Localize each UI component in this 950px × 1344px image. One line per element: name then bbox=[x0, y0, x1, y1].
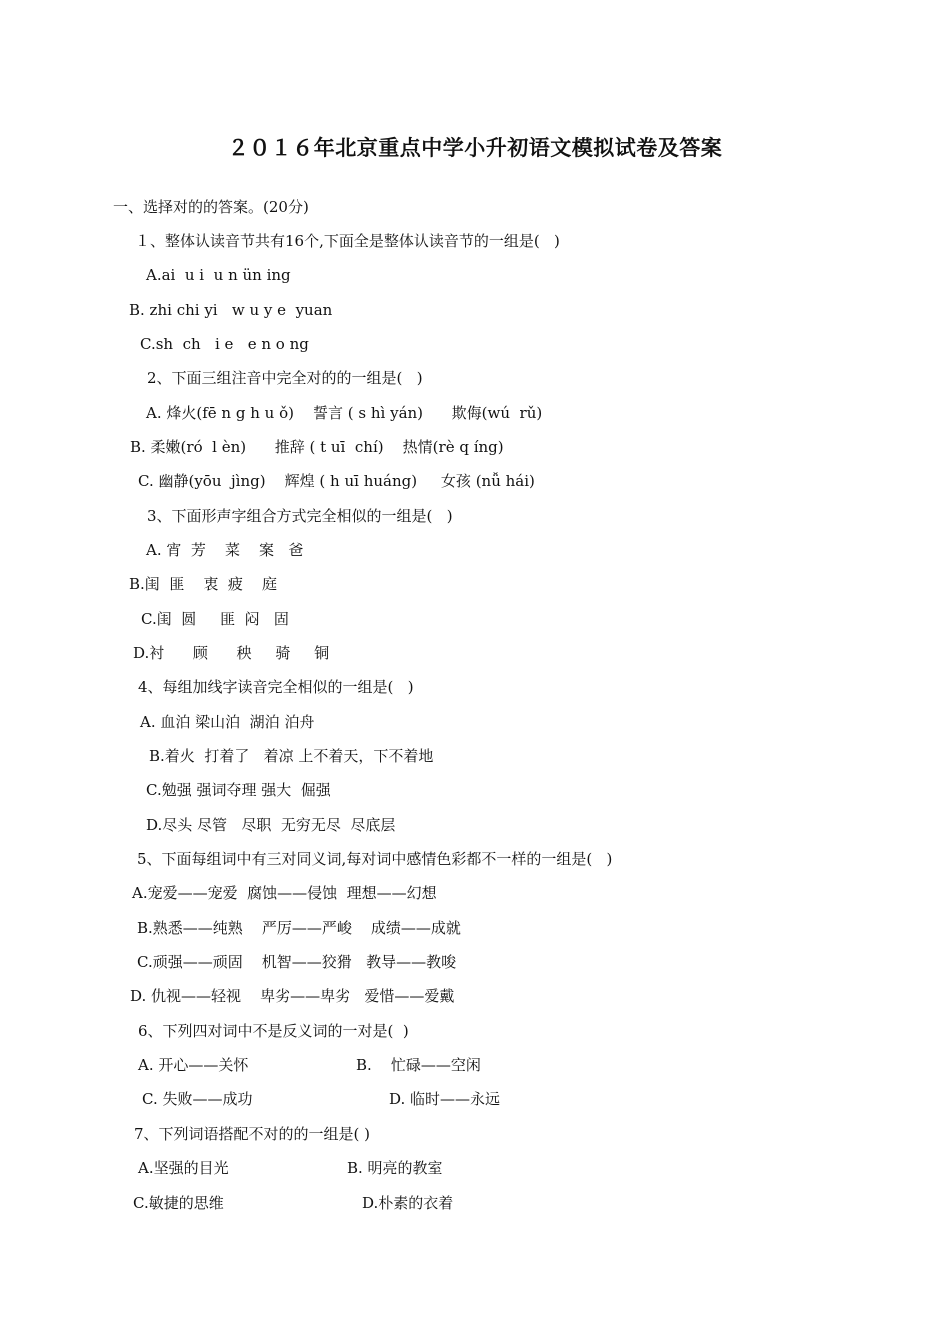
question-4-option-a: A. 血泊 梁山泊 湖泊 泊舟 bbox=[140, 713, 315, 731]
question-5-stem: 5、下面每组词中有三对同义词,每对词中感情色彩都不一样的一组是( ) bbox=[137, 850, 613, 868]
question-7-option-a: A.坚强的目光 bbox=[138, 1159, 229, 1177]
question-3-option-b: B.闺 匪 衷 疲 庭 bbox=[129, 575, 278, 593]
page-title: ２０１６年北京重点中学小升初语文模拟试卷及答案 bbox=[227, 136, 723, 160]
question-4-option-b: B.着火 打着了 着凉 上不着天，下不着地 bbox=[149, 747, 434, 765]
question-1-stem: １、整体认读音节共有16个,下面全是整体认读音节的一组是( ) bbox=[135, 232, 560, 250]
question-6-option-d: D. 临时——永远 bbox=[389, 1090, 501, 1108]
question-3-option-a: A. 宵 芳 菜 案 爸 bbox=[146, 541, 304, 559]
question-1-option-a: A.ai u i u n ün ing bbox=[146, 266, 291, 284]
question-2-option-c: C. 幽静(yōu jìng) 辉煌 ( h uī huáng) 女孩 (nǚ hái) bbox=[138, 472, 535, 490]
question-3-option-d: D.衬 顾 秧 骑 铜 bbox=[133, 644, 330, 662]
question-7-option-b: B. 明亮的教室 bbox=[347, 1159, 443, 1177]
question-7-option-d: D.朴素的衣着 bbox=[362, 1194, 454, 1212]
question-6-option-a: A. 开心——关怀 bbox=[138, 1056, 249, 1074]
question-7-stem: 7、下列词语搭配不对的的一组是( ) bbox=[134, 1125, 371, 1143]
question-2-stem: 2、下面三组注音中完全对的的一组是( ) bbox=[147, 369, 423, 387]
question-1-option-c: C.sh ch i e e n o ng bbox=[140, 335, 309, 353]
question-5-option-b: B.熟悉——纯熟 严厉——严峻 成绩——成就 bbox=[137, 919, 461, 937]
question-3-stem: 3、下面形声字组合方式完全相似的一组是( ) bbox=[147, 507, 453, 525]
question-4-option-d: D.尽头 尽管 尽职 无穷无尽 尽底层 bbox=[146, 816, 396, 834]
question-5-option-d: D. 仇视——轻视 卑劣——卑劣 爱惜——爱戴 bbox=[130, 987, 455, 1005]
question-2-option-a: A. 烽火(fē n g h u ǒ) 誓言 ( s hì yán) 欺侮(wú rǔ) bbox=[146, 404, 543, 422]
question-6-option-c: C. 失败——成功 bbox=[142, 1090, 253, 1108]
section-heading: 一、选择对的的答案。(20分) bbox=[113, 198, 309, 216]
question-5-option-c: C.顽强——顽固 机智——狡猾 教导——教唆 bbox=[137, 953, 457, 971]
question-2-option-b: B. 柔嫩(ró l èn) 推辞 ( t uī chí) 热情(rè q íng) bbox=[130, 438, 504, 456]
question-6-option-b: B. 忙碌——空闲 bbox=[356, 1056, 481, 1074]
question-7-option-c: C.敏捷的思维 bbox=[133, 1194, 224, 1212]
question-4-option-c: C.勉强 强词夺理 强大 倔强 bbox=[146, 781, 331, 799]
question-5-option-a: A.宠爱——宠爱 腐蚀——侵蚀 理想——幻想 bbox=[132, 884, 437, 902]
question-3-option-c: C.闺 圆 匪 闷 固 bbox=[141, 610, 289, 628]
question-4-stem: 4、每组加线字读音完全相似的一组是( ) bbox=[138, 678, 414, 696]
question-6-stem: 6、下列四对词中不是反义词的一对是( ) bbox=[138, 1022, 409, 1040]
question-1-option-b: B. zhi chi yi w u y e yuan bbox=[129, 301, 333, 319]
